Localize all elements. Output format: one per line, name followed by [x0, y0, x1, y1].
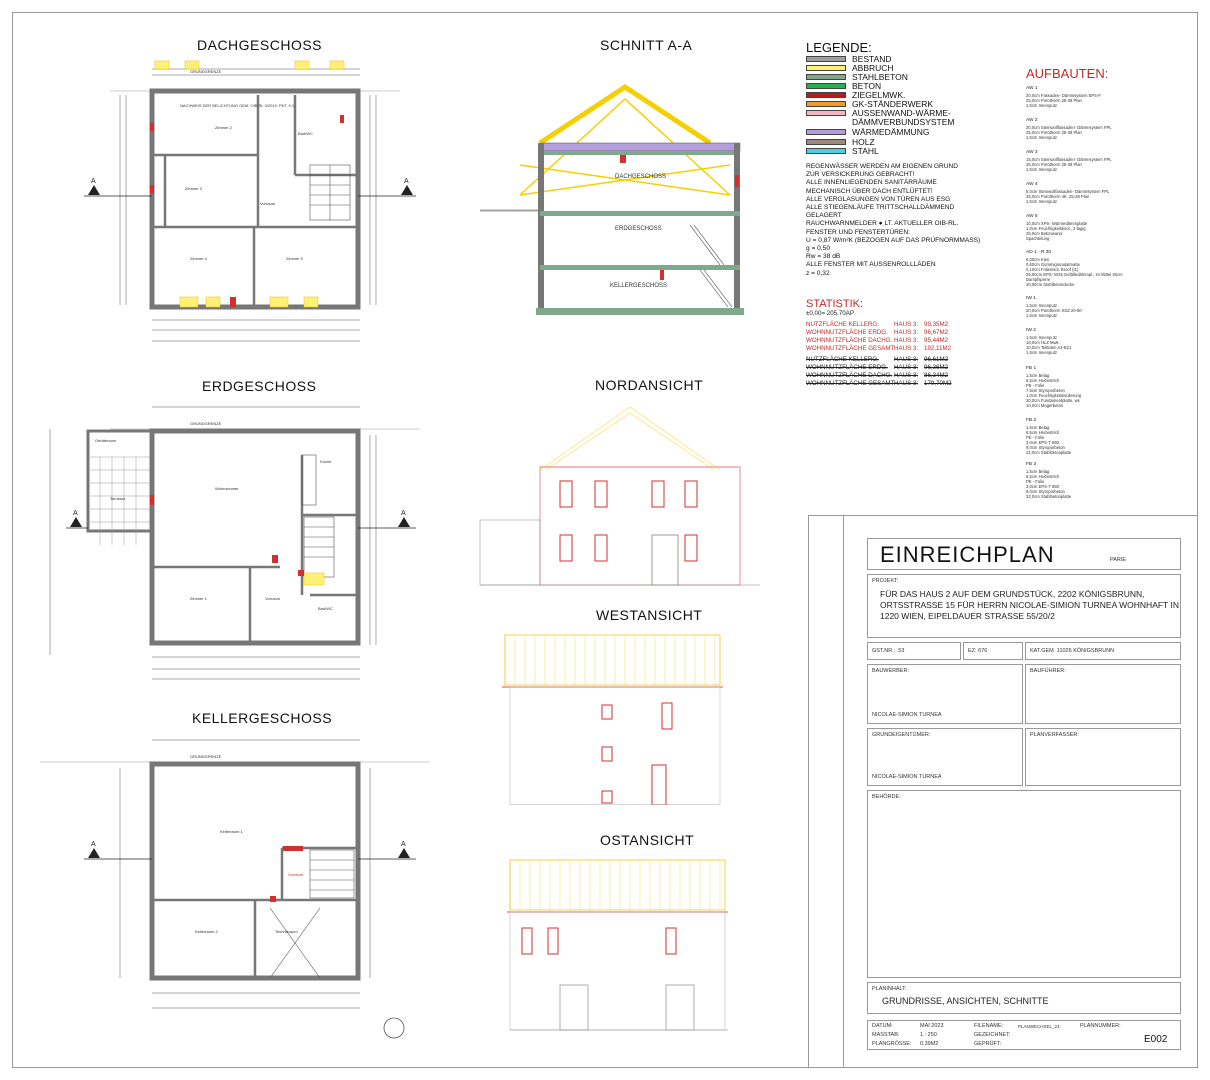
aufbau-line: PE - Folie [1026, 383, 1045, 388]
schnitt-label-keller: KELLERGESCHOSS [610, 283, 668, 289]
aufbau-name: AW 4 [1026, 182, 1038, 187]
aufbau-line: 1,5cm Belag [1026, 425, 1050, 430]
stat-row-old [806, 356, 948, 363]
aufbau-line: 10,0cm HLZ Mwk. [1026, 340, 1060, 345]
aufbau-line: 1,5cm Innenputz [1026, 199, 1057, 204]
aufbau-aw5 [1026, 214, 1176, 241]
aufbau-iw2 [1026, 328, 1176, 355]
stat-row-old [806, 380, 952, 387]
planverfasser-label: PLANVERFASSER: [1030, 732, 1079, 738]
aufbau-line: 6,00cm Kies [1026, 257, 1050, 262]
stat-value: 99,35M2 [924, 321, 949, 328]
ostansicht-elevation [470, 850, 770, 1040]
aufbau-line: PE - Folie [1026, 435, 1045, 440]
plannummer-value: E002 [1144, 1034, 1168, 1045]
legend-item-wdvs-2 [806, 117, 954, 127]
legend-title: LEGENDE: [806, 40, 872, 55]
svg-text:Kellerraum 2: Kellerraum 2 [195, 929, 218, 934]
svg-text:GRUNDGRENZE: GRUNDGRENZE [190, 754, 222, 759]
plan-variant: PARIE [1110, 557, 1127, 563]
bauwerber-label: BAUWERBER: [872, 668, 909, 674]
aufbau-line: 25,0cm Betonwand [1026, 231, 1062, 236]
legend-swatch [806, 83, 846, 89]
svg-text:GRUNDGRENZE: GRUNDGRENZE [190, 421, 222, 426]
stat-haus: HAUS 3: [894, 337, 919, 344]
gezeichnet-label: GEZEICHNET: [974, 1032, 1011, 1038]
aufbau-line: 1,0cm Feuchtigkeitsisolierung [1026, 393, 1082, 398]
filename-value: PLANWECHSEL_23 [1018, 1024, 1060, 1029]
planinhalt-box [867, 982, 1181, 1014]
datum-label: DATUM: [872, 1023, 893, 1029]
aufbau-line: 10,0cm XPS- Wärmedämmplatte [1026, 221, 1088, 226]
svg-text:A: A [91, 178, 96, 185]
stat-label: WOHNNUTZFLÄCHE ERDG. [806, 364, 888, 371]
legend-label: AUSSENWAND-WÄRME- [852, 108, 951, 118]
stat-value: 192,11M2 [924, 345, 952, 352]
svg-text:A: A [401, 841, 406, 848]
aufbauten-title: AUFBAUTEN: [1026, 66, 1109, 81]
eigentuemer-value: NICOLAE-SIMION TURNEA [872, 774, 942, 780]
svg-text:Kellerraum 1: Kellerraum 1 [220, 829, 243, 834]
dachgeschoss-plan [40, 55, 420, 355]
aufbau-line: 20,00cm Stahlbetondecke [1026, 282, 1075, 287]
aufbau-line: 25,0cm Porotherm 4K, 25-38 Plan [1026, 194, 1090, 199]
room-zimmer2: Zimmer 2 [215, 125, 232, 130]
legend-label: BESTAND [852, 54, 892, 64]
aufbau-aw3 [1026, 150, 1176, 172]
aufbau-line: 1,5cm Innenputz [1026, 303, 1057, 308]
stat-row [806, 329, 948, 336]
aufbau-line: 0,60cm Gummigranulatmatte [1026, 262, 1080, 267]
stat-value: 95,44M2 [924, 337, 949, 344]
eigentuemer-box [867, 728, 1023, 786]
note-line: g = 0,50 [806, 245, 831, 253]
statistik-level: ±0,00= 205.70AP [806, 310, 854, 317]
note-line: Rw = 38 dB [806, 253, 841, 261]
note-line: ALLE FENSTER MIT AUSSENROLLLÄDEN [806, 261, 936, 269]
stat-row-old [806, 372, 948, 379]
gst-box [867, 642, 961, 660]
stat-haus: HAUS 3: [894, 329, 919, 336]
svg-text:Zimmer 3: Zimmer 3 [185, 186, 202, 191]
eigentuemer-label: GRUNDEIGENTÜMER: [872, 732, 931, 738]
aufbau-iw1 [1026, 296, 1176, 318]
svg-text:NACHWEIS DER BELICHTUNG GEM. O: NACHWEIS DER BELICHTUNG GEM. OIB RL 3/2019, PKT. 9.1 [180, 103, 295, 108]
statistik-title: STATISTIK: [806, 298, 864, 310]
aufbau-line: 0,10cm Folienisol. Broof (t1) [1026, 267, 1079, 272]
behoerde-label: BEHÖRDE: [872, 794, 901, 800]
legend-item-stahl [806, 146, 879, 156]
aufbau-line: 10,0cm Magerbeton [1026, 403, 1064, 408]
aufbau-fb1 [1026, 366, 1176, 408]
projekt-text: FÜR DAS HAUS 2 AUF DEM GRUNDSTÜCK, 2202 KÖNIGSBRUNN, ORTSSTRASSE 15 FÜR HERRN NICOLAE-SIMION TURNEA WOHNHAFT IN 1220 WIEN, EIPELDAUER STRASSE 55/20/2 [880, 589, 1179, 621]
masstab-value: 1 : 250 [920, 1032, 937, 1038]
aufbau-name: AW 1 [1026, 86, 1038, 91]
aufbau-aw2 [1026, 118, 1176, 140]
legend-label: ABBRUCH [852, 63, 894, 73]
stat-label: WOHNNUTZFLÄCHE DACHG. [806, 372, 893, 379]
note-line: z = 0,32 [806, 269, 830, 277]
projekt-box [867, 574, 1181, 638]
aufbau-line: 3,0cm EPS-T 650 [1026, 484, 1059, 489]
aufbau-line: 1,5cm Innenputz [1026, 335, 1057, 340]
aufbau-line: 1,5cm Innenputz [1026, 167, 1057, 172]
stat-haus: HAUS 3: [894, 356, 919, 363]
stat-value: 96,36M2 [924, 364, 949, 371]
masstab-label: MASSTAB: [872, 1032, 900, 1038]
legend-label: WÄRMEDÄMMUNG [852, 127, 930, 137]
legend-swatch [806, 139, 846, 145]
aufbau-line: 30,0cm Fundamentplatte, ws [1026, 398, 1080, 403]
svg-text:Geräteraum: Geräteraum [95, 438, 117, 443]
aufbau-line: 6,5cm Heizestrich [1026, 430, 1060, 435]
svg-text:Vorraum: Vorraum [260, 201, 276, 206]
svg-text:A: A [73, 510, 78, 517]
aufbau-name: FB 2 [1026, 418, 1037, 423]
aufbau-name: FB 3 [1026, 462, 1037, 467]
projekt-label: PROJEKT: [872, 578, 899, 584]
aufbau-line: 1,5cm Innenputz [1026, 313, 1057, 318]
ez-value: EZ: 676 [968, 648, 988, 654]
legend-swatch [806, 92, 846, 98]
stat-row [806, 337, 948, 344]
legend-label: STAHL [852, 146, 879, 156]
datum-value: MAI 2023 [920, 1023, 944, 1029]
planinhalt-value: GRUNDRISSE, ANSICHTEN, SCHNITTE [882, 996, 1049, 1006]
aufbau-line: 25,0cm Porotherm 25-38 Plan [1026, 130, 1082, 135]
schnitt-label-dach: DACHGESCHOSS [615, 174, 667, 180]
aufbau-line: 9,0cm Styroporbeton [1026, 489, 1065, 494]
stat-label: NUTZFLÄCHE KELLERG. [806, 321, 879, 328]
ez-box [963, 642, 1023, 660]
title-westansicht: WESTANSICHT [596, 607, 703, 623]
aufbau-line: 7,5cm Styroporbeton [1026, 388, 1065, 393]
aufbau-line: 1,5cm Innenputz [1026, 103, 1057, 108]
aufbau-line: 20,0cm Porotherm SSZ 20-50 [1026, 308, 1082, 313]
aufbau-name: IW 1 [1026, 296, 1036, 301]
aufbau-line: 1,5cm Belag [1026, 469, 1050, 474]
note-line: RAUCHWARNMELDER ● LT. AKTUELLER OIB-RL. [806, 220, 959, 228]
aufbau-aw4 [1026, 182, 1176, 204]
stat-label: NUTZFLÄCHE KELLERG. [806, 356, 879, 363]
svg-text:GRUNDGRENZE: GRUNDGRENZE [190, 69, 222, 74]
legend-label: HOLZ [852, 137, 875, 147]
legend-swatch [806, 65, 846, 71]
note-line: GELAGERT [806, 212, 842, 220]
nordansicht-elevation [460, 395, 770, 590]
bauwerber-value: NICOLAE-SIMION TURNEA [872, 712, 942, 718]
stat-haus: HAUS 3: [894, 372, 919, 379]
filename-label: FILENAME: [974, 1023, 1004, 1029]
legend-swatch [806, 101, 846, 107]
westansicht-elevation [470, 625, 770, 805]
legend-swatch [806, 74, 846, 80]
aufbau-line: 30,0cm Steinwollfassaden- Dämmsystem FPL [1026, 125, 1112, 130]
stat-label: WOHNNUTZFLÄCHE GESAMT [806, 345, 895, 352]
legend-swatch [806, 148, 846, 154]
baufuehrer-label: BAUFÜHRER: [1030, 668, 1066, 674]
baufuehrer-box [1025, 664, 1181, 724]
note-line: ALLE INNENLIEGENDEN SANITÄRRÄUME [806, 179, 937, 187]
general-notes [806, 163, 1006, 278]
aufbau-aw1 [1026, 86, 1176, 108]
stat-row-old [806, 364, 948, 371]
stat-label: WOHNNUTZFLÄCHE ERDG. [806, 329, 888, 336]
stat-value: 96,61M2 [924, 356, 949, 363]
aufbau-line: 25,00cm EPS- W25 Gefälledämmpl., im Mittel 25cm [1026, 272, 1123, 277]
aufbau-line: 1,5cm Innenputz [1026, 135, 1057, 140]
legend-label: STAHLBETON [852, 72, 908, 82]
aufbau-line: PE - Folie [1026, 479, 1045, 484]
aufbau-name: AW 3 [1026, 150, 1038, 155]
gst-value: GST.NR.: .53 [872, 648, 905, 654]
aufbau-line: 3,0cm EPS-T 650 [1026, 440, 1059, 445]
stat-row [806, 321, 948, 328]
title-schnitt: SCHNITT A-A [600, 37, 693, 53]
stat-label: WOHNNUTZFLÄCHE GESAMT [806, 380, 895, 387]
meta-box [867, 1020, 1181, 1050]
title-ostansicht: OSTANSICHT [600, 832, 695, 848]
legend-swatch [806, 129, 846, 135]
svg-text:Bad/WC: Bad/WC [318, 606, 333, 611]
aufbau-line: 25,0cm Porotherm 25-38 Plan [1026, 98, 1082, 103]
plangroesse-value: 0.39M2 [920, 1041, 939, 1047]
kat-box [1025, 642, 1181, 660]
title-dachgeschoss: DACHGESCHOSS [197, 37, 323, 53]
svg-text:Wohnzimmer: Wohnzimmer [215, 486, 239, 491]
aufbau-line: 6,5cm Heizestrich [1026, 378, 1060, 383]
aufbau-line: 10,0cm Telitaten A2-E21 [1026, 345, 1072, 350]
note-line: ALLE VERGLASUNGEN VON TÜREN AUS ESG [806, 195, 951, 203]
title-block-margin [809, 516, 844, 1067]
plan-title-box [867, 538, 1181, 570]
title-kellergeschoss: KELLERGESCHOSS [192, 710, 333, 726]
svg-text:Küche: Küche [320, 459, 332, 464]
svg-text:Technikraum: Technikraum [275, 929, 298, 934]
aufbau-line: 15,0cm Steinwollfassaden- Dämmsystem FPL [1026, 157, 1112, 162]
stat-haus: HAUS 3: [894, 380, 919, 387]
note-line: REGENWÄSSER WERDEN AM EIGENEN GRUND [806, 163, 959, 170]
aufbau-line: 20,0cm Fassaden- Dämmsystem EPS-F [1026, 93, 1101, 98]
kat-value: KAT.GEM. 11026 KÖNIGSBRUNN [1030, 648, 1115, 654]
svg-text:A: A [91, 841, 96, 848]
legend-swatch [806, 56, 846, 62]
stat-value: 96,67M2 [924, 329, 949, 336]
svg-text:Bad/WC: Bad/WC [298, 131, 313, 136]
plangroesse-label: PLANGRÖSSE: [872, 1041, 912, 1047]
stat-row [806, 345, 951, 352]
aufbau-name: IW 2 [1026, 328, 1036, 333]
title-block [808, 515, 1198, 1068]
behoerde-box [867, 790, 1181, 978]
aufbau-line: 1,5cm Belag [1026, 373, 1050, 378]
bauwerber-box [867, 664, 1023, 724]
aufbau-name: FB 1 [1026, 366, 1037, 371]
legend-label: ZIEGELMWK. [852, 90, 906, 100]
svg-text:Vorraum: Vorraum [288, 872, 304, 877]
aufbau-line: 1,5cm Innenputz [1026, 350, 1057, 355]
aufbau-line: 9,0cm Styroporbeton [1026, 445, 1065, 450]
aufbau-name: AD 1 - R 30 [1026, 250, 1052, 255]
note-line: ZUR VERSICKERUNG GEBRACHT! [806, 171, 915, 179]
svg-text:Vorraum: Vorraum [265, 596, 281, 601]
aufbau-line: 6,5cm Heizestrich [1026, 474, 1060, 479]
legend-swatch [806, 110, 846, 116]
note-line: U = 0,87 W/m²K (BEZOGEN AUF DAS PRÜFNORMMASS) [806, 236, 981, 244]
stat-value: 86,34M2 [924, 372, 949, 379]
geprueft-label: GEPRÜFT: [974, 1041, 1002, 1047]
stat-haus: HAUS 3: [894, 321, 919, 328]
legend-item-waermedaemmung [806, 127, 929, 137]
note-line: ALLE STIEGENLÄUFE TRITTSCHALLDÄMMEND [806, 204, 955, 212]
stat-label: WOHNNUTZFLÄCHE DACHG. [806, 337, 893, 344]
aufbau-line: 1,0cm Feuchtigkeitsisol., 2-lagig [1026, 226, 1086, 231]
svg-text:Terrasse: Terrasse [110, 496, 126, 501]
erdgeschoss-plan [40, 395, 430, 695]
note-line: FENSTER UND FENSTERTÜREN: [806, 228, 910, 236]
planverfasser-box [1025, 728, 1181, 786]
aufbau-line: 22,0cm Stahlbetonplatte [1026, 494, 1072, 499]
svg-text:Zimmer 1: Zimmer 1 [190, 596, 207, 601]
legend-label: BETON [852, 81, 882, 91]
aufbau-ad1 [1026, 250, 1176, 287]
svg-text:Zimmer 5: Zimmer 5 [286, 256, 303, 261]
note-line: MECHANISCH ÜBER DACH ENTLÜFTET! [806, 187, 933, 195]
stat-haus: HAUS 3: [894, 364, 919, 371]
svg-text:Zimmer 4: Zimmer 4 [190, 256, 207, 261]
aufbau-line: 22,0cm Stahlbetonplatte [1026, 450, 1072, 455]
aufbau-line: 5,0cm Steinwollfassaden- Dämmsystem FPL [1026, 189, 1110, 194]
aufbau-line: 25,0cm Porotherm 25-38 Plan [1026, 162, 1082, 167]
aufbau-line: Spachtelung [1026, 236, 1050, 241]
svg-text:A: A [401, 510, 406, 517]
planinhalt-label: PLANINHALT: [872, 986, 907, 992]
stat-value: 179,70M2 [924, 380, 952, 387]
kellergeschoss-plan [40, 728, 430, 1048]
schnitt-label-erd: ERDGESCHOSS [615, 226, 662, 232]
plannummer-label: PLANNUMMER: [1080, 1023, 1121, 1029]
plan-title: EINREICHPLAN [880, 542, 1055, 567]
legend-label: DÄMMVERBUNDSYSTEM [852, 117, 955, 127]
stat-haus: HAUS 3: [894, 345, 919, 352]
svg-text:A: A [404, 178, 409, 185]
schnitt-aa-section [480, 75, 770, 335]
legend-label: GK-STÄNDERWERK [852, 99, 934, 109]
aufbau-name: AW 5 [1026, 214, 1038, 219]
aufbau-line: Dampfsperre [1026, 277, 1051, 282]
title-erdgeschoss: ERDGESCHOSS [202, 378, 317, 394]
aufbau-fb2 [1026, 418, 1176, 455]
title-nordansicht: NORDANSICHT [595, 377, 704, 393]
aufbau-name: AW 2 [1026, 118, 1038, 123]
aufbau-fb3 [1026, 462, 1176, 499]
